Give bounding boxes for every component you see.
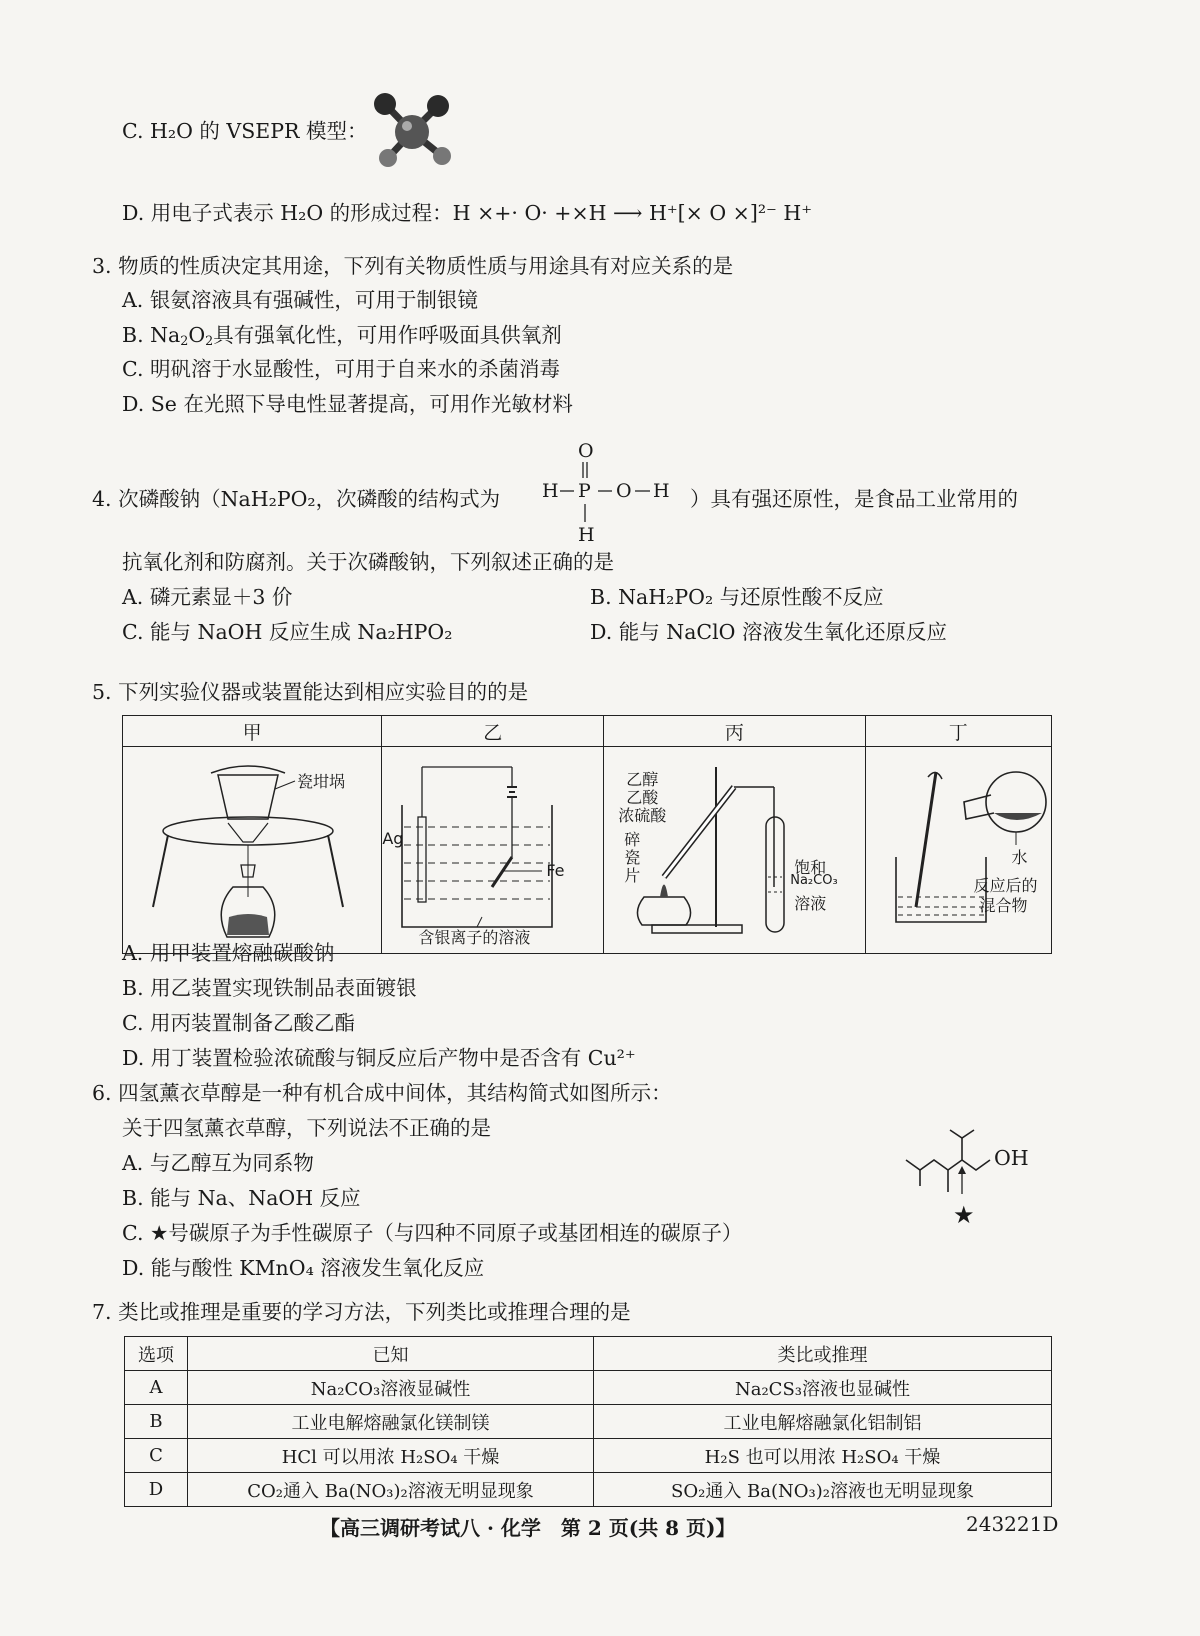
q5-option-a: A. 用甲装置熔融碳酸钠	[122, 941, 335, 965]
row-c-known: HCl 可以用浓 H₂SO₄ 干燥	[188, 1439, 594, 1473]
label-water: 水	[1011, 848, 1028, 867]
row-b-option: B	[125, 1405, 188, 1439]
row-c-option: C	[125, 1439, 188, 1473]
label-ethanol: 乙醇	[626, 770, 659, 789]
vsepr-model-image	[370, 92, 460, 172]
row-a-inference: Na₂CS₃溶液也显碱性	[594, 1371, 1052, 1405]
label-solution: 溶液	[794, 894, 827, 913]
q4-option-a: A. 磷元素显＋3 价	[122, 585, 293, 609]
label-silver-solution: 含银离子的溶液	[418, 928, 531, 947]
row-d-inference: SO₂通入 Ba(NO₃)₂溶液也无明显现象	[594, 1473, 1052, 1507]
q2-option-d	[122, 198, 812, 228]
row-d-known: CO₂通入 Ba(NO₃)₂溶液无明显现象	[188, 1473, 594, 1507]
label-crucible: 瓷坩埚	[297, 772, 346, 791]
analogy-header-known: 已知	[188, 1337, 594, 1371]
label-reaction-mix-2: 混合物	[979, 896, 1028, 915]
table-row	[125, 1371, 1052, 1405]
q2d-text: D. 用电子式表示 H₂O 的形成过程：	[122, 201, 453, 225]
chiral-star-icon: ★	[953, 1201, 975, 1229]
label-reaction-mix-1: 反应后的	[973, 876, 1038, 895]
struct-h-bottom: H	[578, 524, 595, 546]
label-acetic-acid: 乙酸	[626, 788, 659, 807]
q6-option-a: A. 与乙醇互为同系物	[122, 1151, 314, 1175]
label-saturated: 饱和	[794, 858, 827, 877]
electroplating-setup-image	[382, 747, 604, 953]
q4-option-d: D. 能与 NaClO 溶液发生氧化还原反应	[590, 620, 947, 644]
exam-code: 243221D	[966, 1512, 1059, 1536]
hypophosphorous-acid-structure	[540, 440, 690, 550]
row-b-known: 工业电解熔融氯化镁制镁	[188, 1405, 594, 1439]
question-4-end: ）具有强还原性，是食品工业常用的	[690, 487, 1018, 511]
q3-option-b: B. $Na_2O_2$具有强氧化性，可用作呼吸面具供氧剂	[122, 323, 562, 349]
row-a-option: A	[125, 1371, 188, 1405]
question-4-cont: 抗氧化剂和防腐剂。关于次磷酸钠，下列叙述正确的是	[122, 550, 614, 574]
struct-o-top: O	[578, 440, 594, 462]
analogy-table	[124, 1336, 1052, 1507]
q6-option-b: B. 能与 Na、NaOH 反应	[122, 1186, 361, 1210]
question-3: 3. 物质的性质决定其用途，下列有关物质性质与用途具有对应关系的是	[92, 254, 734, 278]
q4-option-c: C. 能与 NaOH 反应生成 Na₂HPO₂	[122, 620, 453, 644]
q5-option-c: C. 用丙装置制备乙酸乙酯	[122, 1011, 355, 1035]
analogy-header-inference: 类比或推理	[594, 1337, 1052, 1371]
header-yi: 乙	[382, 716, 604, 747]
question-6: 6. 四氢薰衣草醇是一种有机合成中间体，其结构简式如图所示：	[92, 1081, 672, 1105]
struct-h-right: H	[653, 480, 670, 502]
q3-option-d: D. Se 在光照下导电性显著提高，可用作光敏材料	[122, 392, 573, 416]
label-sulfuric-acid: 浓硫酸	[618, 806, 667, 825]
q3-option-a: A. 银氨溶液具有强碱性，可用于制银镜	[122, 288, 478, 312]
table-row	[125, 1405, 1052, 1439]
q3b-text-a: B. Na	[122, 323, 181, 347]
q3b-text-b: 具有强氧化性，可用作呼吸面具供氧剂	[213, 323, 562, 347]
q5-option-b: B. 用乙装置实现铁制品表面镀银	[122, 976, 417, 1000]
apparatus-jia	[123, 747, 382, 954]
question-7: 7. 类比或推理是重要的学习方法，下列类比或推理合理的是	[92, 1300, 631, 1324]
skeleton-oh-label: OH	[994, 1146, 1029, 1170]
question-5: 5. 下列实验仪器或装置能达到相应实验目的的是	[92, 680, 529, 704]
q2d-electron-formula: H ×+· O· +×H ⟶ H⁺[× O ×]²⁻ H⁺	[452, 201, 813, 225]
apparatus-bing	[604, 747, 865, 954]
row-d-option: D	[125, 1473, 188, 1507]
label-chips-3: 片	[624, 866, 641, 885]
tetrahydrolavandulol-skeleton	[898, 1112, 1068, 1222]
row-a-known: Na₂CO₃溶液显碱性	[188, 1371, 594, 1405]
q2-option-c: C. H₂O 的 VSEPR 模型：	[122, 119, 368, 143]
struct-p: P	[578, 480, 591, 502]
table-row	[125, 1439, 1052, 1473]
q6-option-c: C. ★号碳原子为手性碳原子（与四种不同原子或基团相连的碳原子）	[122, 1221, 743, 1245]
q6-option-d: D. 能与酸性 KMnO₄ 溶液发生氧化反应	[122, 1256, 485, 1280]
apparatus-ding	[865, 747, 1051, 954]
question-4-start: 4. 次磷酸钠（NaH₂PO₂，次磷酸的结构式为	[92, 487, 501, 511]
label-na2co3: Na₂CO₃	[790, 873, 838, 888]
header-ding: 丁	[865, 716, 1051, 747]
question-6-cont: 关于四氢薰衣草醇，下列说法不正确的是	[122, 1116, 491, 1140]
struct-o-right: O	[616, 480, 632, 502]
q5-option-d: D. 用丁装置检验浓硫酸与铜反应后产物中是否含有 Cu²⁺	[122, 1046, 636, 1070]
q3-option-c: C. 明矾溶于水显酸性，可用于自来水的杀菌消毒	[122, 357, 560, 381]
label-chips-1: 碎	[624, 830, 641, 849]
struct-h-left: H	[542, 480, 559, 502]
row-b-inference: 工业电解熔融氯化铝制铝	[594, 1405, 1052, 1439]
row-c-inference: H₂S 也可以用浓 H₂SO₄ 干燥	[594, 1439, 1052, 1473]
apparatus-table	[122, 715, 1052, 954]
label-fe: Fe	[546, 861, 565, 880]
q4-option-b: B. NaH₂PO₂ 与还原性酸不反应	[590, 585, 884, 609]
apparatus-yi	[382, 747, 604, 954]
header-bing: 丙	[604, 716, 865, 747]
label-chips-2: 瓷	[624, 848, 641, 867]
label-ag: Ag	[382, 829, 404, 848]
header-jia: 甲	[123, 716, 382, 747]
table-row	[125, 1473, 1052, 1507]
analogy-header-option: 选项	[125, 1337, 188, 1371]
page-footer: 【高三调研考试八 · 化学 第 2 页(共 8 页)】	[320, 1516, 736, 1540]
